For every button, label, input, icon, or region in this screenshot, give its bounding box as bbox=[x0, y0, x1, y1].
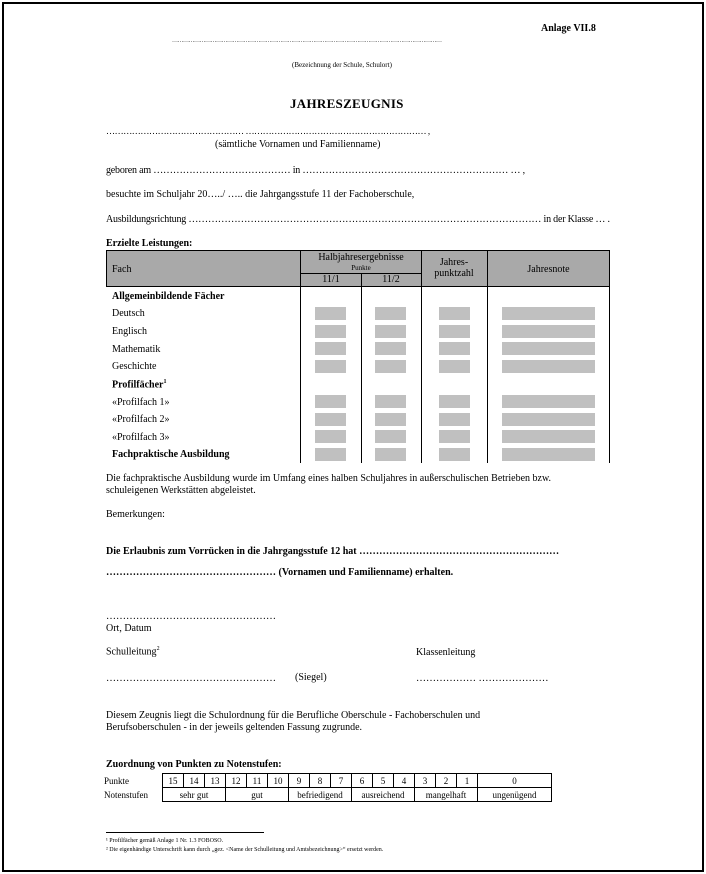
point-value: 4 bbox=[394, 774, 415, 788]
grade-cell[interactable] bbox=[315, 325, 346, 338]
grades-section-title: Erzielte Leistungen: bbox=[106, 238, 193, 249]
grade-cell[interactable] bbox=[315, 342, 346, 355]
col-yearpoints-1: Jahres- bbox=[439, 257, 469, 268]
group-general: Allgemeinbildende Fächer bbox=[112, 291, 225, 302]
grade-level: befriedigend bbox=[289, 788, 352, 802]
remarks-label: Bemerkungen: bbox=[106, 509, 165, 520]
subject-profil-1: «Profilfach 1» bbox=[112, 397, 170, 408]
col-line bbox=[421, 250, 422, 463]
grade-cell[interactable] bbox=[439, 342, 470, 355]
permission-line-1: Die Erlaubnis zum Vorrücken in die Jahrgangsstufe 12 hat …………………………………………………… bbox=[106, 546, 560, 557]
point-value: 7 bbox=[331, 774, 352, 788]
subject-geschichte: Geschichte bbox=[112, 361, 157, 372]
grade-cell[interactable] bbox=[375, 342, 406, 355]
point-value: 9 bbox=[289, 774, 310, 788]
class-teacher-label: Klassenleitung bbox=[416, 647, 476, 658]
col-halfyear: Halbjahresergebnisse bbox=[318, 252, 404, 263]
place-date-label: Ort, Datum bbox=[106, 623, 152, 634]
points-table-title: Zuordnung von Punkten zu Notenstufen: bbox=[106, 759, 282, 770]
practical-text-1: Die fachpraktische Ausbildung wurde im Umfang eines halben Schuljahres in außerschulischen Betrieben bzw. bbox=[106, 473, 552, 484]
grade-cell[interactable] bbox=[439, 307, 470, 320]
col-line bbox=[361, 273, 362, 463]
grade-cell[interactable] bbox=[375, 448, 406, 461]
grade-cell[interactable] bbox=[375, 360, 406, 373]
grade-cell[interactable] bbox=[439, 430, 470, 443]
point-value: 15 bbox=[163, 774, 184, 788]
grade-cell[interactable] bbox=[315, 413, 346, 426]
principal-label: Schulleitung$^2$ bbox=[106, 646, 160, 658]
point-value: 2 bbox=[436, 774, 457, 788]
grade-cell[interactable] bbox=[502, 307, 595, 320]
point-value: 3 bbox=[415, 774, 436, 788]
col-yearpoints-2: punktzahl bbox=[434, 268, 474, 279]
grade-cell[interactable] bbox=[315, 307, 346, 320]
point-value: 1 bbox=[457, 774, 478, 788]
grade-cell[interactable] bbox=[502, 360, 595, 373]
direction-line: Ausbildungsrichtung ……………………………………………………………………………………………… in der Klasse … . bbox=[106, 214, 610, 225]
grade-cell[interactable] bbox=[502, 413, 595, 426]
grade-cell[interactable] bbox=[439, 325, 470, 338]
col-line bbox=[487, 250, 488, 463]
point-value: 11 bbox=[247, 774, 268, 788]
grade-cell[interactable] bbox=[375, 307, 406, 320]
group-profile: Profilfächer$^1$ bbox=[112, 379, 167, 391]
place-dots: …………………………………………… bbox=[106, 611, 276, 622]
col-line bbox=[300, 250, 301, 463]
school-dots: ………………………………………………………………………………………………………………………………… bbox=[172, 38, 442, 44]
grade-cell[interactable] bbox=[375, 430, 406, 443]
col-h1: 11/1 bbox=[322, 274, 340, 285]
seal-label: (Siegel) bbox=[295, 672, 327, 683]
grade-level: ungenügend bbox=[478, 788, 552, 802]
school-caption: (Bezeichnung der Schule, Schulort) bbox=[292, 61, 392, 69]
point-value: 13 bbox=[205, 774, 226, 788]
footnote-divider bbox=[106, 832, 264, 833]
col-points: Punkte bbox=[351, 264, 371, 272]
point-value: 0 bbox=[478, 774, 552, 788]
grade-cell[interactable] bbox=[502, 448, 595, 461]
group-practical: Fachpraktische Ausbildung bbox=[112, 449, 230, 460]
grade-cell[interactable] bbox=[502, 342, 595, 355]
point-value: 12 bbox=[226, 774, 247, 788]
permission-line-2: …………………………………………… (Vornamen und Familienname) erhalten. bbox=[106, 567, 454, 578]
grade-level: ausreichend bbox=[352, 788, 415, 802]
grade-cell[interactable] bbox=[315, 448, 346, 461]
grade-cell[interactable] bbox=[375, 395, 406, 408]
born-line: geboren am …………………………………… in ……………………………………………………… … , bbox=[106, 165, 525, 176]
col-subject: Fach bbox=[112, 264, 132, 275]
class-teacher-dots: ……………… ………………… bbox=[416, 673, 549, 684]
name-caption: (sämtliche Vornamen und Familienname) bbox=[215, 139, 381, 150]
subject-profil-2: «Profilfach 2» bbox=[112, 414, 170, 425]
footnote-1: ¹ Profilfächer gemäß Anlage 1 Nr. 1.3 FOBOSO. bbox=[106, 838, 224, 844]
grade-cell[interactable] bbox=[315, 360, 346, 373]
grade-level: sehr gut bbox=[163, 788, 226, 802]
point-value: 10 bbox=[268, 774, 289, 788]
footnote-2: ² Die eigenhändige Unterschrift kann durch „gez. <Name der Schulleitung und Amtsbezeichnung>“ ersetzt werden. bbox=[106, 847, 384, 853]
points-table bbox=[104, 773, 552, 802]
grade-cell[interactable] bbox=[315, 430, 346, 443]
grades-row-label: Notenstufen bbox=[104, 789, 148, 800]
regulation-line-1: Diesem Zeugnis liegt die Schulordnung für die Berufliche Oberschule - Fachoberschulen und bbox=[106, 710, 481, 721]
subject-profil-3: «Profilfach 3» bbox=[112, 432, 170, 443]
col-yeargrade: Jahresnote bbox=[527, 264, 570, 275]
annex-label: Anlage VII.8 bbox=[541, 23, 596, 34]
subject-deutsch: Deutsch bbox=[112, 308, 145, 319]
principal-dots: …………………………………………… bbox=[106, 673, 276, 684]
grade-cell[interactable] bbox=[439, 360, 470, 373]
practical-text-2: schuleigenen Werkstätten abgeleistet. bbox=[106, 485, 256, 496]
grade-cell[interactable] bbox=[502, 325, 595, 338]
subject-englisch: Englisch bbox=[112, 326, 147, 337]
points-row-label: Punkte bbox=[104, 775, 130, 786]
point-value: 8 bbox=[310, 774, 331, 788]
points-row bbox=[104, 774, 552, 788]
grade-cell[interactable] bbox=[502, 430, 595, 443]
grade-cell[interactable] bbox=[315, 395, 346, 408]
school-year-line: besuchte im Schuljahr 20…../ ….. die Jahrgangsstufe 11 der Fachoberschule, bbox=[106, 189, 415, 200]
page-title: JAHRESZEUGNIS bbox=[290, 96, 404, 111]
subject-mathematik: Mathematik bbox=[112, 344, 161, 355]
col-h2: 11/2 bbox=[382, 274, 400, 285]
point-value: 6 bbox=[352, 774, 373, 788]
grade-level: mangelhaft bbox=[415, 788, 478, 802]
grade-cell[interactable] bbox=[439, 448, 470, 461]
grade-cell[interactable] bbox=[375, 325, 406, 338]
col-line bbox=[609, 250, 610, 463]
point-value: 14 bbox=[184, 774, 205, 788]
grade-cell[interactable] bbox=[375, 413, 406, 426]
grade-cell[interactable] bbox=[502, 395, 595, 408]
grade-level: gut bbox=[226, 788, 289, 802]
regulation-line-2: Berufsoberschulen - in der jeweils geltenden Fassung zugrunde. bbox=[106, 722, 363, 733]
name-line: ………………………………………… ……………………………………………………… , bbox=[106, 126, 430, 136]
grade-cell[interactable] bbox=[439, 395, 470, 408]
grades-row bbox=[104, 788, 552, 802]
grade-cell[interactable] bbox=[439, 413, 470, 426]
point-value: 5 bbox=[373, 774, 394, 788]
